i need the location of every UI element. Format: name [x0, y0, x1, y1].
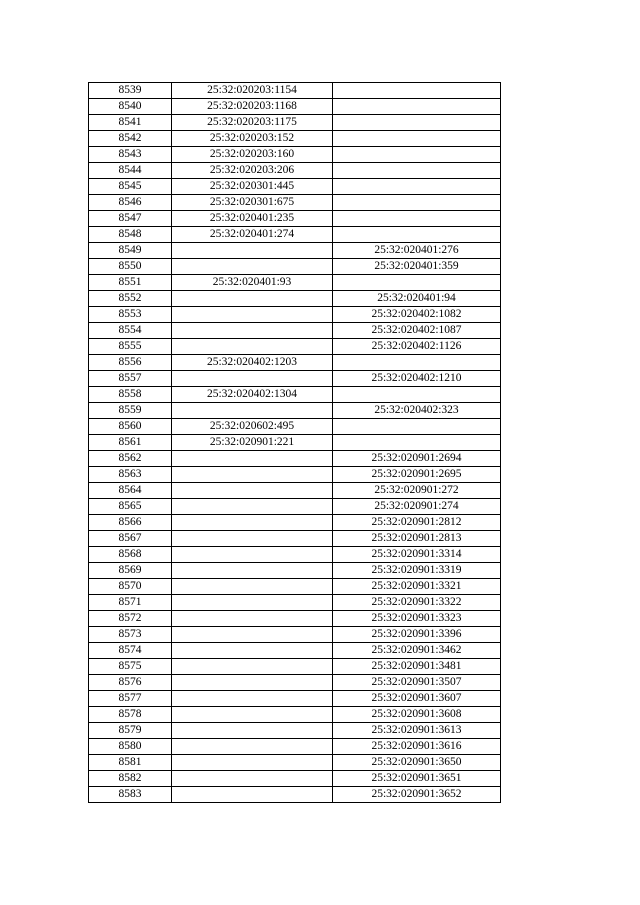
- cadastral-number-alt-cell: 25:32:020901:3319: [333, 563, 501, 579]
- cadastral-number-alt-cell: 25:32:020402:1126: [333, 339, 501, 355]
- cadastral-number-cell: [172, 611, 333, 627]
- cadastral-number-alt-cell: 25:32:020901:2694: [333, 451, 501, 467]
- table-row: [89, 675, 501, 691]
- row-number-cell: 8577: [89, 691, 172, 707]
- row-number-cell: 8573: [89, 627, 172, 643]
- table-row: [89, 643, 501, 659]
- cadastral-number-cell: [172, 403, 333, 419]
- cadastral-number-alt-cell: [333, 275, 501, 291]
- cadastral-number-cell: [172, 291, 333, 307]
- table-row: [89, 147, 501, 163]
- cadastral-number-cell: 25:32:020203:206: [172, 163, 333, 179]
- table-row: [89, 179, 501, 195]
- row-number-cell: 8561: [89, 435, 172, 451]
- cadastral-number-cell: [172, 675, 333, 691]
- row-number-cell: 8567: [89, 531, 172, 547]
- cadastral-number-cell: 25:32:020602:495: [172, 419, 333, 435]
- row-number-cell: 8543: [89, 147, 172, 163]
- cadastral-number-cell: [172, 371, 333, 387]
- row-number-cell: 8562: [89, 451, 172, 467]
- cadastral-number-table: [88, 82, 501, 803]
- table-row: [89, 755, 501, 771]
- row-number-cell: 8540: [89, 99, 172, 115]
- row-number-cell: 8569: [89, 563, 172, 579]
- cadastral-number-alt-cell: 25:32:020901:3321: [333, 579, 501, 595]
- table-row: [89, 547, 501, 563]
- row-number-cell: 8579: [89, 723, 172, 739]
- table-row: [89, 579, 501, 595]
- cadastral-number-alt-cell: 25:32:020901:274: [333, 499, 501, 515]
- table-row: [89, 627, 501, 643]
- table-row: [89, 419, 501, 435]
- table-row: [89, 771, 501, 787]
- table-row: [89, 531, 501, 547]
- table-row: [89, 403, 501, 419]
- table-body: [89, 83, 501, 803]
- table-row: [89, 227, 501, 243]
- row-number-cell: 8549: [89, 243, 172, 259]
- table-row: [89, 323, 501, 339]
- row-number-cell: 8552: [89, 291, 172, 307]
- table-row: [89, 131, 501, 147]
- cadastral-number-cell: [172, 627, 333, 643]
- row-number-cell: 8555: [89, 339, 172, 355]
- table-row: [89, 691, 501, 707]
- cadastral-number-alt-cell: 25:32:020401:359: [333, 259, 501, 275]
- table-row: [89, 371, 501, 387]
- cadastral-number-alt-cell: [333, 355, 501, 371]
- cadastral-number-alt-cell: [333, 435, 501, 451]
- table-row: [89, 451, 501, 467]
- table-row: [89, 483, 501, 499]
- table-row: [89, 355, 501, 371]
- cadastral-number-cell: 25:32:020901:221: [172, 435, 333, 451]
- cadastral-number-cell: 25:32:020203:1168: [172, 99, 333, 115]
- row-number-cell: 8553: [89, 307, 172, 323]
- table-row: [89, 659, 501, 675]
- row-number-cell: 8583: [89, 787, 172, 803]
- cadastral-number-alt-cell: 25:32:020901:3616: [333, 739, 501, 755]
- cadastral-number-alt-cell: 25:32:020901:3322: [333, 595, 501, 611]
- cadastral-number-cell: [172, 515, 333, 531]
- row-number-cell: 8548: [89, 227, 172, 243]
- row-number-cell: 8581: [89, 755, 172, 771]
- table-row: [89, 467, 501, 483]
- cadastral-number-alt-cell: [333, 163, 501, 179]
- cadastral-number-cell: [172, 659, 333, 675]
- cadastral-number-alt-cell: 25:32:020901:3613: [333, 723, 501, 739]
- cadastral-number-alt-cell: 25:32:020901:3652: [333, 787, 501, 803]
- cadastral-number-alt-cell: [333, 227, 501, 243]
- row-number-cell: 8566: [89, 515, 172, 531]
- cadastral-number-alt-cell: 25:32:020901:3507: [333, 675, 501, 691]
- cadastral-number-alt-cell: [333, 99, 501, 115]
- row-number-cell: 8541: [89, 115, 172, 131]
- table-row: [89, 275, 501, 291]
- table-row: [89, 499, 501, 515]
- row-number-cell: 8557: [89, 371, 172, 387]
- cadastral-number-alt-cell: 25:32:020401:94: [333, 291, 501, 307]
- cadastral-number-cell: [172, 499, 333, 515]
- cadastral-number-alt-cell: 25:32:020901:3481: [333, 659, 501, 675]
- cadastral-number-cell: 25:32:020301:675: [172, 195, 333, 211]
- cadastral-number-cell: [172, 755, 333, 771]
- cadastral-number-alt-cell: 25:32:020402:1082: [333, 307, 501, 323]
- table-row: [89, 739, 501, 755]
- table-row: [89, 563, 501, 579]
- cadastral-number-cell: [172, 787, 333, 803]
- cadastral-number-cell: 25:32:020401:274: [172, 227, 333, 243]
- cadastral-number-alt-cell: 25:32:020901:3607: [333, 691, 501, 707]
- cadastral-number-alt-cell: 25:32:020402:1087: [333, 323, 501, 339]
- table-row: [89, 307, 501, 323]
- cadastral-number-cell: [172, 307, 333, 323]
- row-number-cell: 8571: [89, 595, 172, 611]
- row-number-cell: 8576: [89, 675, 172, 691]
- cadastral-number-alt-cell: [333, 83, 501, 99]
- cadastral-number-alt-cell: 25:32:020402:323: [333, 403, 501, 419]
- cadastral-number-alt-cell: [333, 115, 501, 131]
- row-number-cell: 8539: [89, 83, 172, 99]
- cadastral-number-cell: 25:32:020401:235: [172, 211, 333, 227]
- row-number-cell: 8547: [89, 211, 172, 227]
- cadastral-number-alt-cell: 25:32:020901:3462: [333, 643, 501, 659]
- cadastral-number-cell: [172, 323, 333, 339]
- cadastral-number-cell: [172, 707, 333, 723]
- cadastral-number-alt-cell: [333, 179, 501, 195]
- table-row: [89, 787, 501, 803]
- row-number-cell: 8546: [89, 195, 172, 211]
- cadastral-number-cell: [172, 483, 333, 499]
- row-number-cell: 8544: [89, 163, 172, 179]
- cadastral-number-cell: [172, 771, 333, 787]
- cadastral-number-alt-cell: 25:32:020401:276: [333, 243, 501, 259]
- cadastral-number-cell: [172, 547, 333, 563]
- row-number-cell: 8578: [89, 707, 172, 723]
- table-row: [89, 83, 501, 99]
- cadastral-number-alt-cell: 25:32:020901:2695: [333, 467, 501, 483]
- table-row: [89, 259, 501, 275]
- row-number-cell: 8558: [89, 387, 172, 403]
- table-row: [89, 611, 501, 627]
- cadastral-number-alt-cell: 25:32:020901:2813: [333, 531, 501, 547]
- cadastral-number-cell: 25:32:020203:160: [172, 147, 333, 163]
- cadastral-number-cell: 25:32:020402:1203: [172, 355, 333, 371]
- cadastral-number-alt-cell: [333, 131, 501, 147]
- table-row: [89, 707, 501, 723]
- cadastral-number-cell: [172, 339, 333, 355]
- table-row: [89, 195, 501, 211]
- cadastral-number-alt-cell: 25:32:020901:3650: [333, 755, 501, 771]
- table-row: [89, 99, 501, 115]
- cadastral-number-cell: [172, 595, 333, 611]
- cadastral-number-alt-cell: [333, 195, 501, 211]
- table-row: [89, 515, 501, 531]
- cadastral-number-cell: [172, 643, 333, 659]
- cadastral-number-cell: [172, 739, 333, 755]
- cadastral-number-cell: [172, 259, 333, 275]
- cadastral-number-alt-cell: 25:32:020901:3314: [333, 547, 501, 563]
- row-number-cell: 8570: [89, 579, 172, 595]
- table-row: [89, 243, 501, 259]
- table-row: [89, 723, 501, 739]
- cadastral-number-cell: [172, 531, 333, 547]
- cadastral-number-alt-cell: 25:32:020901:3608: [333, 707, 501, 723]
- row-number-cell: 8568: [89, 547, 172, 563]
- table-row: [89, 163, 501, 179]
- cadastral-number-alt-cell: [333, 147, 501, 163]
- cadastral-number-cell: 25:32:020401:93: [172, 275, 333, 291]
- cadastral-number-alt-cell: [333, 419, 501, 435]
- row-number-cell: 8575: [89, 659, 172, 675]
- cadastral-number-cell: [172, 691, 333, 707]
- table-row: [89, 435, 501, 451]
- cadastral-number-alt-cell: [333, 211, 501, 227]
- cadastral-number-cell: 25:32:020203:152: [172, 131, 333, 147]
- cadastral-number-cell: [172, 723, 333, 739]
- cadastral-number-alt-cell: 25:32:020901:3651: [333, 771, 501, 787]
- row-number-cell: 8545: [89, 179, 172, 195]
- table-row: [89, 211, 501, 227]
- row-number-cell: 8565: [89, 499, 172, 515]
- row-number-cell: 8580: [89, 739, 172, 755]
- row-number-cell: 8582: [89, 771, 172, 787]
- row-number-cell: 8574: [89, 643, 172, 659]
- cadastral-number-cell: [172, 467, 333, 483]
- cadastral-number-cell: 25:32:020203:1154: [172, 83, 333, 99]
- cadastral-number-alt-cell: 25:32:020901:3323: [333, 611, 501, 627]
- table-row: [89, 339, 501, 355]
- cadastral-number-cell: [172, 579, 333, 595]
- row-number-cell: 8542: [89, 131, 172, 147]
- cadastral-number-cell: 25:32:020301:445: [172, 179, 333, 195]
- table-row: [89, 595, 501, 611]
- table-row: [89, 115, 501, 131]
- cadastral-number-alt-cell: 25:32:020402:1210: [333, 371, 501, 387]
- cadastral-number-alt-cell: [333, 387, 501, 403]
- row-number-cell: 8551: [89, 275, 172, 291]
- row-number-cell: 8560: [89, 419, 172, 435]
- cadastral-number-alt-cell: 25:32:020901:3396: [333, 627, 501, 643]
- cadastral-number-alt-cell: 25:32:020901:272: [333, 483, 501, 499]
- cadastral-number-cell: [172, 451, 333, 467]
- cadastral-number-cell: [172, 243, 333, 259]
- table-row: [89, 291, 501, 307]
- row-number-cell: 8556: [89, 355, 172, 371]
- cadastral-number-cell: 25:32:020203:1175: [172, 115, 333, 131]
- row-number-cell: 8572: [89, 611, 172, 627]
- row-number-cell: 8563: [89, 467, 172, 483]
- cadastral-number-alt-cell: 25:32:020901:2812: [333, 515, 501, 531]
- row-number-cell: 8550: [89, 259, 172, 275]
- row-number-cell: 8564: [89, 483, 172, 499]
- table-row: [89, 387, 501, 403]
- cadastral-number-cell: 25:32:020402:1304: [172, 387, 333, 403]
- row-number-cell: 8559: [89, 403, 172, 419]
- row-number-cell: 8554: [89, 323, 172, 339]
- cadastral-number-cell: [172, 563, 333, 579]
